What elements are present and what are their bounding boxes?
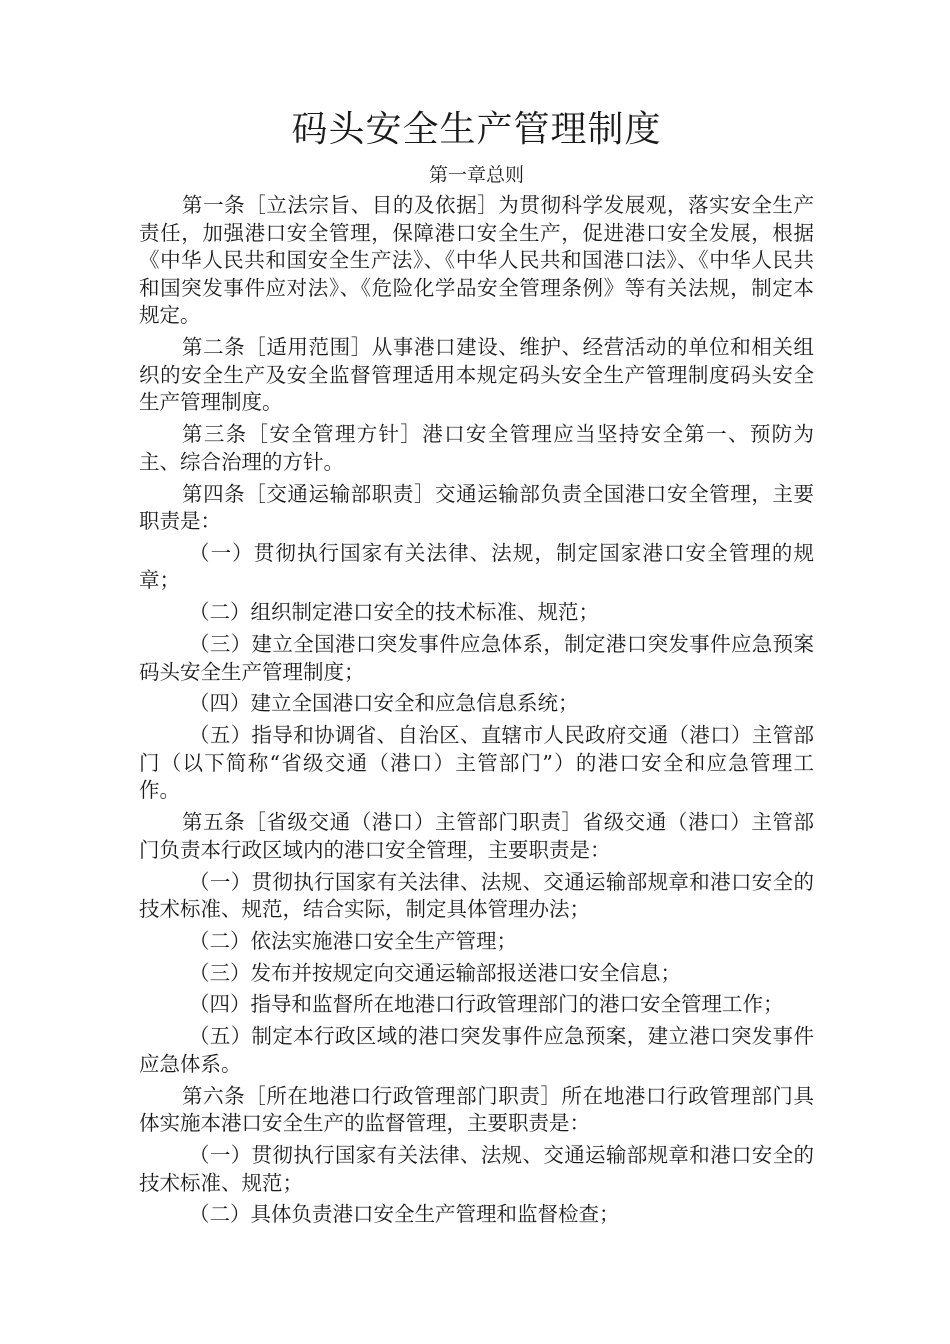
article-6-item-1: （一）贯彻执行国家有关法律、法规、交通运输部规章和港口安全的技术标准、规范； — [139, 1143, 814, 1195]
document-title: 码头安全生产管理制度 — [291, 109, 662, 150]
article-5-item-2: （二）依法实施港口安全生产管理； — [189, 928, 517, 953]
article-6-item-2: （二）具体负责港口安全生产管理和监督检查； — [189, 1202, 620, 1227]
article-4-item-3: （三）建立全国港口突发事件应急体系，制定港口突发事件应急预案码头安全生产管理制度； — [139, 632, 814, 684]
chapter-heading: 第一章总则 — [428, 164, 524, 186]
article-5-item-1: （一）贯彻执行国家有关法律、法规、交通运输部规章和港口安全的技术标准、规范，结合实际，制定具体管理办法； — [139, 869, 814, 922]
article-1: 第一条［立法宗旨、目的及依据］为贯彻科学发展观，落实安全生产责任，加强港口安全管理，保障港口安全生产，促进港口安全发展，根据《中华人民共和国安全生产法》、《中华人民共和国港口法》、《中华人民共和国突发事件应对法》、《危险化学品安全管理条例》等有关法规，制定本规定。 — [139, 193, 814, 328]
article-4-item-1: （一）贯彻执行国家有关法律、法规，制定国家港口安全管理的规章； — [139, 540, 814, 593]
article-5: 第五条［省级交通（港口）主管部门职责］省级交通（港口）主管部门负责本行政区域内的港口安全管理，主要职责是： — [139, 810, 814, 862]
article-5-item-3: （三）发布并按规定向交通运输部报送港口安全信息； — [189, 960, 681, 985]
article-4-item-2: （二）组织制定港口安全的技术标准、规范； — [189, 600, 599, 625]
article-2: 第二条［适用范围］从事港口建设、维护、经营活动的单位和相关组织的安全生产及安全监督管理适用本规定码头安全生产管理制度码头安全生产管理制度。 — [139, 335, 814, 415]
article-4: 第四条［交通运输部职责］交通运输部负责全国港口安全管理，主要职责是： — [139, 481, 814, 534]
article-6: 第六条［所在地港口行政管理部门职责］所在地港口行政管理部门具体实施本港口安全生产的监督管理，主要职责是： — [139, 1083, 814, 1136]
article-5-item-4: （四）指导和监督所在地港口行政管理部门的港口安全管理工作； — [189, 992, 784, 1017]
article-3: 第三条［安全管理方针］港口安全管理应当坚持安全第一、预防为主、综合治理的方针。 — [139, 422, 814, 474]
document-page — [139, 104, 814, 1233]
article-5-item-5: （五）制定本行政区域的港口突发事件应急预案，建立港口突发事件应急体系。 — [139, 1024, 814, 1076]
article-4-item-5: （五）指导和协调省、自治区、直辖市人民政府交通（港口）主管部门（以下简称“省级交通（港口）主管部门”）的港口安全和应急管理工作。 — [139, 723, 814, 803]
article-4-item-4: （四）建立全国港口安全和应急信息系统； — [189, 691, 579, 716]
